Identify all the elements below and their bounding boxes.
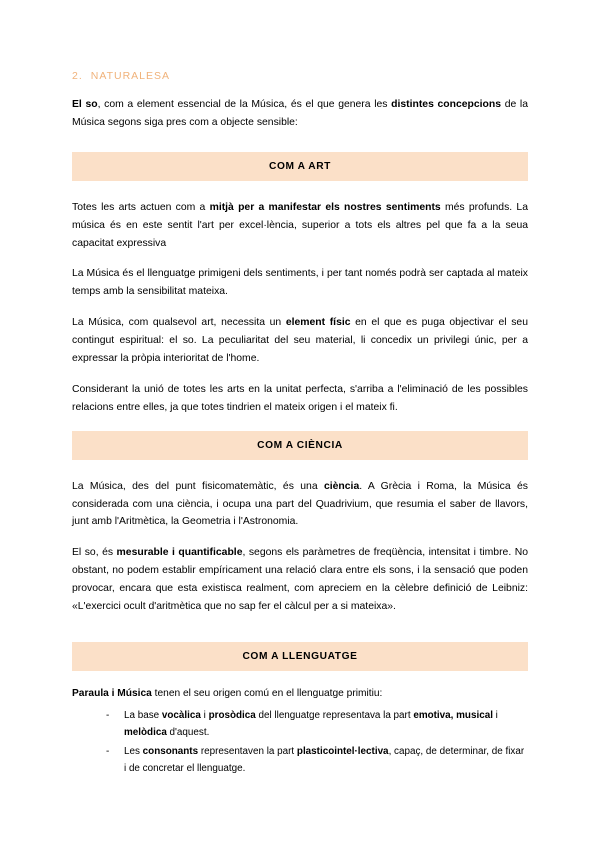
item1-bold-emotiva: emotiva, <box>413 710 454 722</box>
item1-text-4: i <box>492 710 498 722</box>
ciencia-p2-text-2: , segons els paràmetres de freqüència, intensitat i timbre. No obstant, no podem establir empíricament una relació clara entre els sons, i la sensació que poden provocar, encara que esta existisca realment, com apreciem en la cèlebre definició de Leibniz: «L'exercici ocult d'aritmètica que no sap fer el càlcul per a si mateixa». <box>72 547 528 613</box>
item1-text-1: La base <box>124 710 162 722</box>
band-com-a-llenguatge: COM A LLENGUATGE <box>72 642 528 671</box>
ciencia-p1-text-1: La Música, des del punt fisicomatemàtic, és una <box>72 480 324 492</box>
section-title: NATURALESA <box>90 70 171 82</box>
item2-text-1: Les <box>124 745 143 757</box>
intro-bold-concepcions: distintes concepcions <box>391 99 502 110</box>
llenguatge-lead <box>72 685 528 702</box>
item2-bold-plastico: plasticointel·lectiva <box>296 745 389 757</box>
ciencia-p1-text-2: . A Grècia i Roma, la Música és considerada com una ciència, i ocupa una part del Quadrivium, que resumia el saber de llavors, junt amb l'Aritmètica, la Geometria i l'Astronomia. <box>72 480 528 528</box>
ciencia-paragraph-1 <box>72 478 528 532</box>
ciencia-p2-bold: mesurable i quantificable <box>116 547 243 559</box>
item1-text-2: i <box>200 710 209 722</box>
item2-text-2: representaven la part <box>198 745 297 757</box>
list-item <box>106 708 528 742</box>
item1-text-3: del llenguatge representava la part <box>255 710 414 722</box>
llenguatge-list <box>72 708 528 777</box>
llenguatge-lead-text: tenen el seu origen comú en el llenguatge primitiu: <box>151 687 383 699</box>
intro-bold-so: El so <box>72 99 98 110</box>
art-p1-bold: mitjà per a manifestar els nostres sentiments <box>209 201 441 213</box>
intro-text-2: de la Música segons siga pres com a objecte sensible: <box>72 99 528 128</box>
art-p3-text-1: La Música, com qualsevol art, necessita un <box>72 317 286 329</box>
ciencia-p1-bold: ciència <box>323 480 360 492</box>
band-com-a-art: COM A ART <box>72 152 528 181</box>
item1-bold-prosodica: prosòdica <box>208 710 256 722</box>
art-p3-text-2: en el que es puga objectivar el seu contingut espiritual: el so. La peculiaritat del seu material, li concedix un privilegi únic, per a expressar la pròpia interioritat de l'home. <box>72 317 528 365</box>
ciencia-paragraph-2 <box>72 544 528 616</box>
item2-bold-consonants: consonants <box>142 745 199 757</box>
item1-bold-musical: musical <box>456 710 493 722</box>
item1-text-5: d'aquest. <box>166 727 210 739</box>
art-paragraph-4: Considerant la unió de totes les arts en la unitat perfecta, s'arriba a l'eliminació de les possibles relacions entre elles, ja que totes tindrien el mateix origen i el mateix fi. <box>72 383 528 413</box>
art-paragraph-1 <box>72 199 528 253</box>
art-p1-text-2: més profunds. La música és en este sentit l'art per excel·lència, superior a tots els altres pel que fa a la seua capacitat expressiva <box>72 201 528 249</box>
intro-text-1: , com a element essencial de la Música, és el que genera les <box>97 99 392 110</box>
section-heading <box>72 70 528 82</box>
item1-bold-vocalica: vocàlica <box>161 710 201 722</box>
section-number: 2. <box>72 70 83 82</box>
art-p1-text-1: Totes les arts actuen com a <box>72 201 210 213</box>
intro-paragraph <box>72 96 528 132</box>
art-p3-bold: element físic <box>285 317 351 329</box>
item1-bold-melodica: melòdica <box>124 727 167 739</box>
llenguatge-lead-bold: Paraula i Música <box>72 687 152 699</box>
list-item <box>106 744 528 778</box>
art-paragraph-3 <box>72 314 528 368</box>
art-paragraph-2: La Música és el llenguatge primigeni dels sentiments, i per tant només podrà ser captada al mateix temps amb la sensibilitat mateixa. <box>72 268 528 298</box>
ciencia-p2-text-1: El so, és <box>72 547 117 559</box>
band-com-a-ciencia: COM A CIÈNCIA <box>72 431 528 460</box>
item2-text-3: , capaç, de determinar, de fixar i de concretar el llenguatge. <box>124 745 525 774</box>
